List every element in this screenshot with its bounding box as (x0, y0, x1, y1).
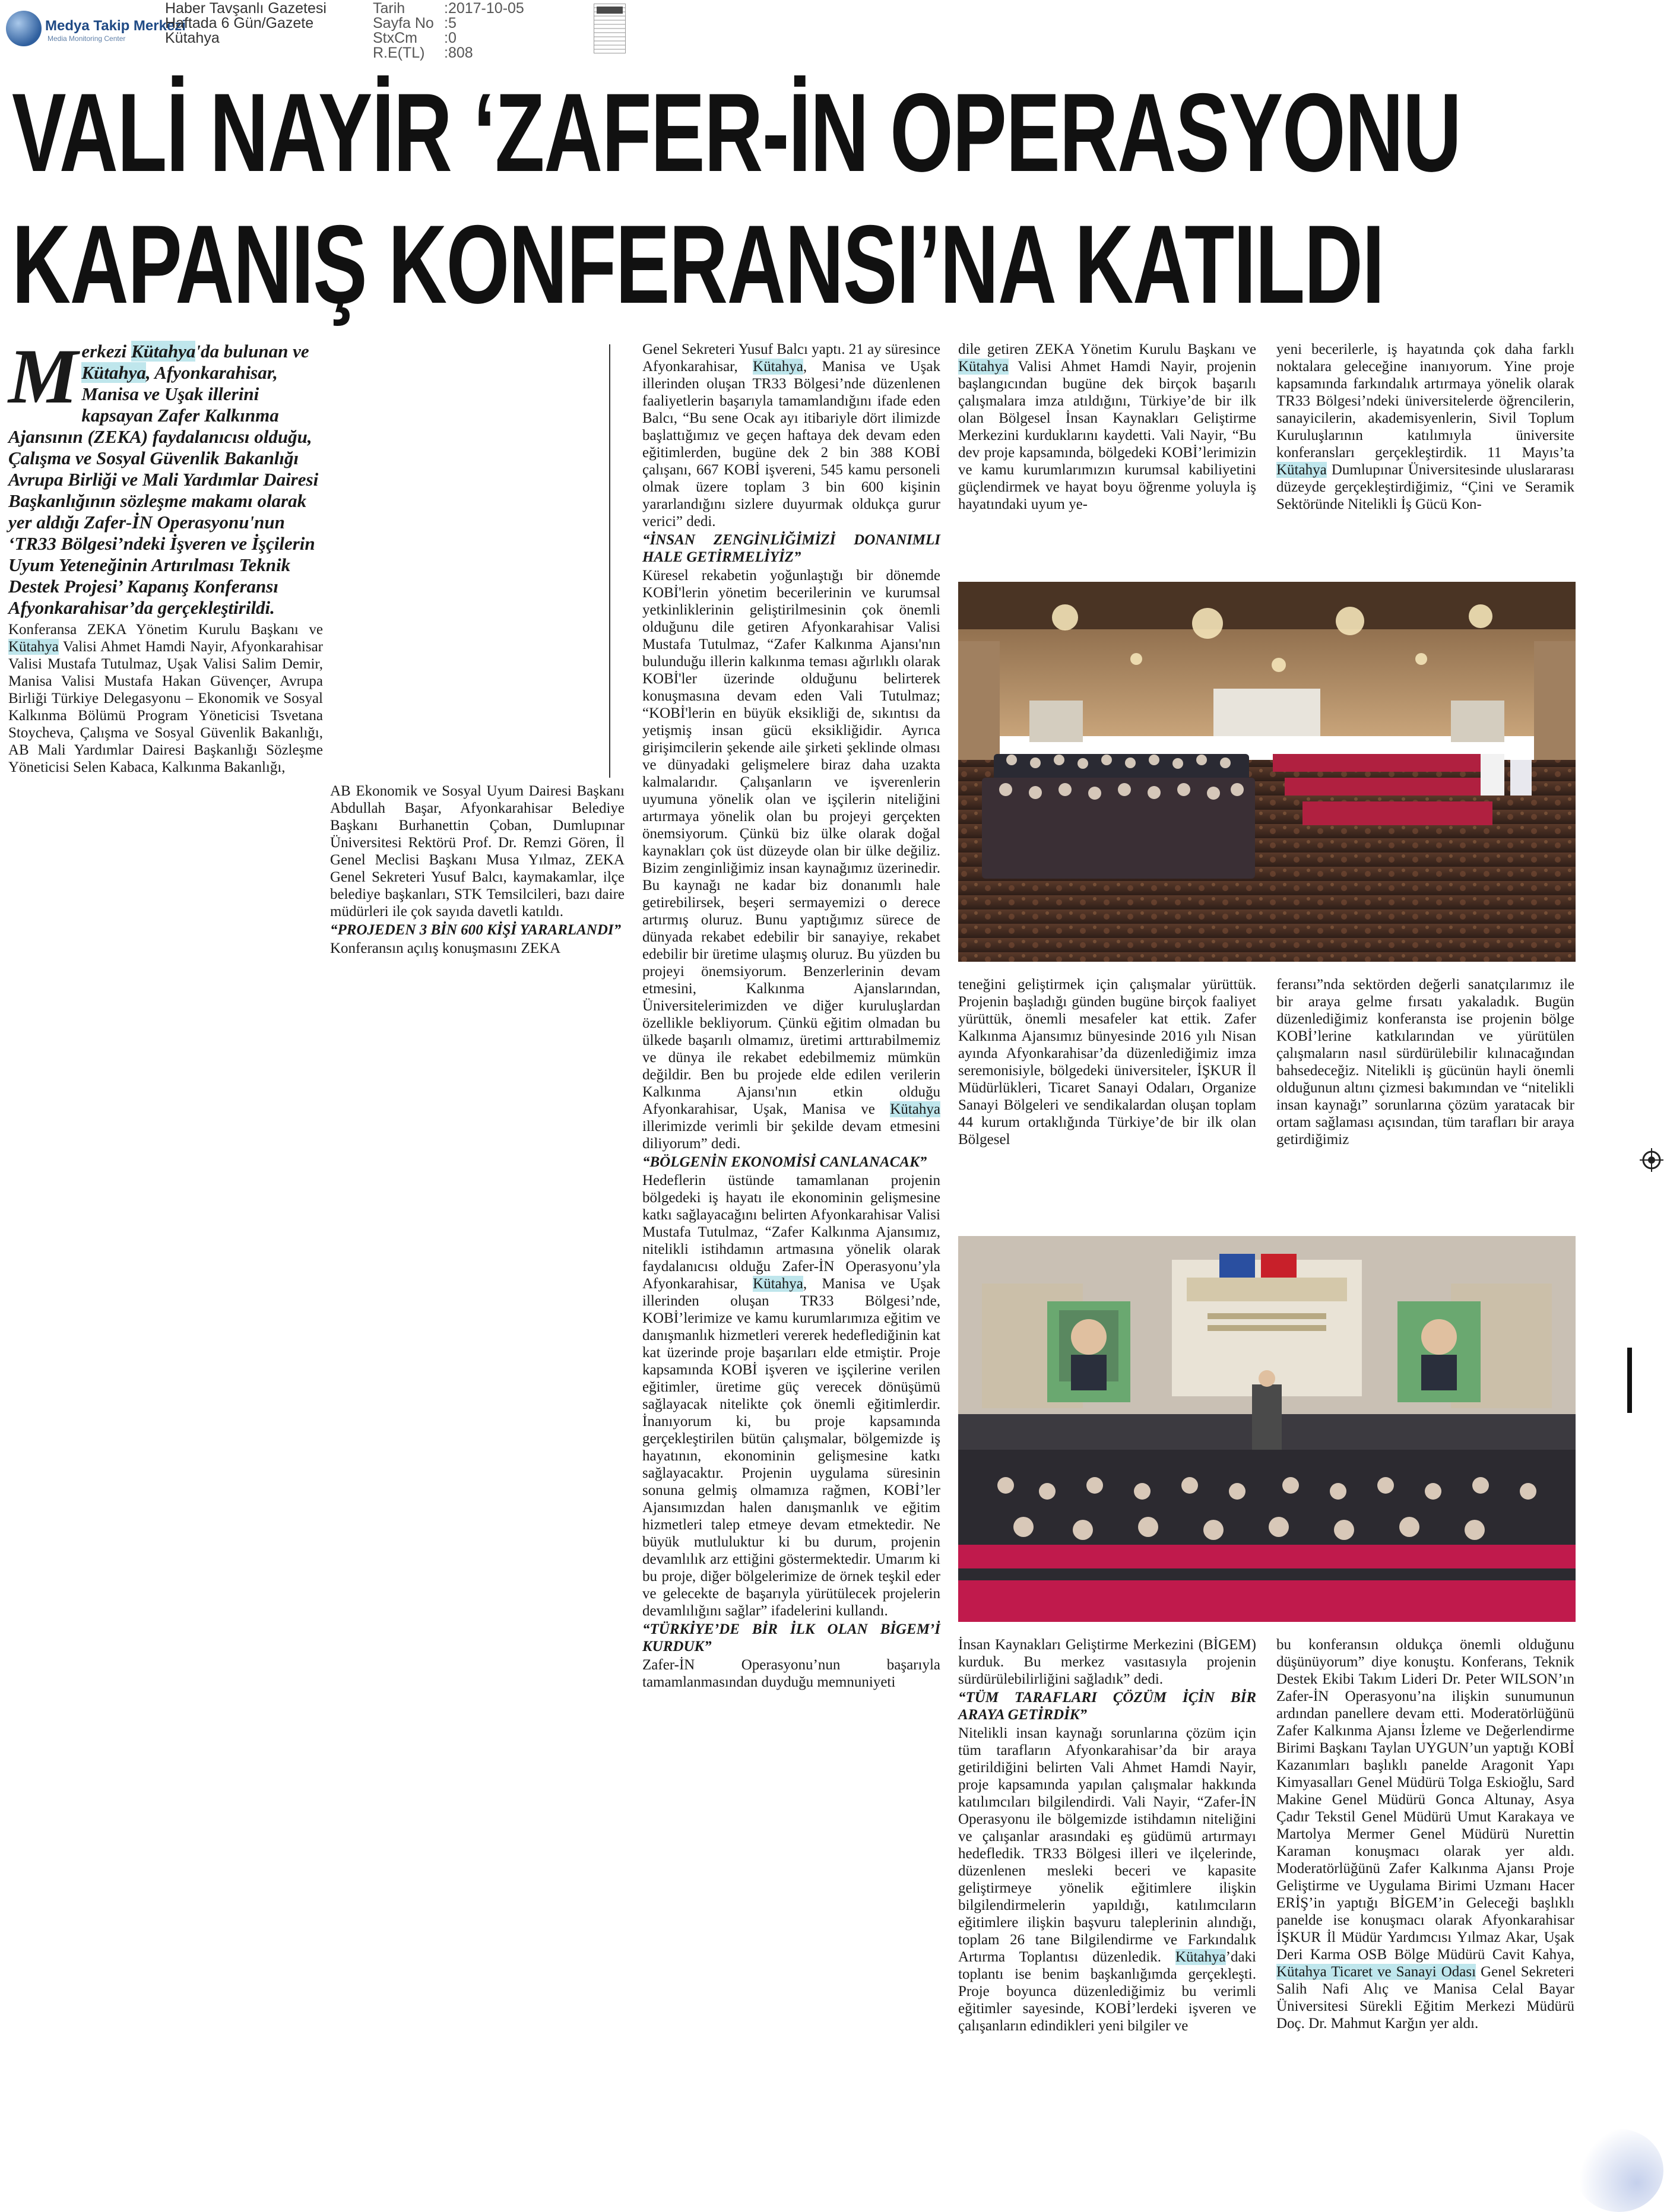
logo-name: Medya Takip Merkezi (45, 18, 186, 34)
subheading: “İNSAN ZENGİNLİĞİMİZİ DONANIMLI HALE GETİRMELİYİZ” (642, 532, 940, 565)
conference-stage-photo (958, 1236, 1576, 1622)
subheading: “TÜM TARAFLARI ÇÖZÜM İÇİN BİR ARAYA GETİRDİK” (958, 1690, 1256, 1723)
clipping-meta (373, 1, 524, 61)
column-3 (642, 341, 940, 1691)
column-1 (8, 332, 323, 776)
photo-placeholder-frame (331, 344, 610, 778)
body-paragraph: Hedeflerin üstünde tamamlanan projenin bölgedeki iş hayatı ile ekonominin gelişmesine katkı sağlayacağını belirten Afyonkarahisar Valisi Mustafa Tutulmaz, “Zafer Kalkınma Ajansımız, nitelikli istihdamın artmasına yönelik olarak faydalanıcısı olduğu Zafer-İN Operasyonu’yla Afyonkarahisar, Kütahya, Manisa ve Uşak illerinden oluşan TR33 Bölgesi’nde, KOBİ’lerimize ve kamu kurumlarımıza eğitim ve danışmanlık hizmetleri vererek hedeflediğinin kat kat üzerinde proje başarıları elde etmiştir. Proje kapsamında KOBİ işveren ve işçilerine verilen eğitimler, üretime güç verecek dönüşümü sağlayacak nitelikte çok önemli eğitimlerdir. İnanıyorum ki, bu proje kapsamında gerçekleştirilen bütün çalışmalar, bölgemizde iş hayatının, ekonominin gelişmesine katkı sağlayacaktır. Projenin uygulama süresinin sonuna gelmiş olmamıza rağmen, KOBİ’ler Ajansımızdan halen danışmanlık ve eğitim hizmetleri talep etmeye devam etmektedir. Ne büyük mutluluktur ki bu durum, projenin devamlılık arz ettiğini göstermektedir. Umarım ki bu proje, diğer bölgelerimize de örnek teşkil eder ve gelecekte de başarıyla yürütülecek projelerin devamlılığını sağlar” ifadelerini kullandı. (642, 1172, 940, 1619)
body-paragraph: AB Ekonomik ve Sosyal Uyum Dairesi Başkanı Abdullah Başar, Afyonkarahisar Belediye Başkanı Burhanettin Çoban, Dumlupınar Üniversitesi Rektörü Prof. Dr. Remzi Gören, İl Genel Meclisi Başkanı Musa Yılmaz, ZEKA Genel Sekreteri Yusuf Balcı, kaymakamlar, ilçe belediye başkanları, STK Temsilcileri, bazı daire müdürleri ile çok sayıda davetli katıldı. (330, 783, 625, 920)
meta-ad-value: R.E(TL) :808 (373, 45, 473, 61)
watermark-globe-icon (1574, 2129, 1663, 2212)
keyword-highlight: Kütahya (81, 362, 146, 383)
column-5-middle (1276, 976, 1574, 1148)
body-paragraph: feransı”nda sektörden değerli sanatçılarımız ile bir araya gelme fırsatı yakaladık. Bugün düzenlediğimiz konferansta ise projenin bölge KOBİ’lerine katkılarından ve yürütülen çalışmaların nasıl sürdürülebilir kılınacağından bahsedeceğiz. Nitelikli iş gücünün hayli önemli olduğunun altını çizmesi bakımından ve “nitelikli insan kaynağı” sorunlarına çözüm yaratacak bir ortam sağlaması açısından, tüm tarafları bir araya getirdiğimiz (1276, 977, 1574, 1148)
headline-line-2: KAPANIŞ KONFERANSI’NA KATILDI (12, 202, 1384, 327)
keyword-highlight: Kütahya Ticaret ve Sanayi Odası (1276, 1964, 1476, 1980)
keyword-highlight: Kütahya (890, 1101, 940, 1117)
body-paragraph: Konferansın açılış konuşmasını ZEKA (330, 940, 561, 956)
body-paragraph: yeni becerilerle, iş hayatında çok daha farklı noktalara geleceğine inanıyorum. Yine proje kapsamında farkındalık artırmaya yönelik olarak TR33 Bölgesi’ndeki üniversitelerde öğrencilerin, sanayicilerin, akademisyenlerin, Sivil Toplum Kuruluşlarının katılımıyla üniversite konferansları gerçekleştirdik. 11 Mayıs’ta Kütahya Dumlupınar Üniversitesinde uluslararası düzeyde gerçekleştirdiğimiz, “Çini ve Seramik Sektöründe Nitelikli İş Gücü Kon- (1276, 341, 1574, 512)
body-paragraph: dile getiren ZEKA Yönetim Kurulu Başkanı ve Kütahya Valisi Ahmet Hamdi Nayir, projenin başlangıcından bugüne dek birçok başarılı çalışmalara imza atıldığını, Türkiye’de bir ilk olan Bölgesel İnsan Kaynakları Geliştirme Merkezini kurduklarını kaydetti. Vali Nayir, “Bu dev proje kapsamında, bölgedeki KOBİ’lerimizin ve kamu kurumlarımızın kurumsal kabiliyetini güçlendirmek ve hayat boyu öğrenme yoluyla iş hayatındaki uyum ye- (958, 341, 1256, 512)
body-paragraph: bu konferansın oldukça önemli olduğunu düşünüyorum” diye konuştu. Konferans, Teknik Destek Ekibi Takım Lideri Dr. Peter WILSON’ın Zafer-İN Operasyonu’na ilişkin sunumunun ardından panellere devam etti. Moderatörlüğünü Zafer Kalkınma Ajansı İzleme ve Değerlendirme Birimi Başkanı Taylan UYGUN’un yaptığı KOBİ Kazanımları başlıklı panelde Aragonit Yapı Kimyasalları Genel Müdürü Tolga Eskioğlu, Sard Makine Genel Müdürü Gonca Altunay, Asya Çadır Tekstil Genel Müdürü Umut Karakaya ve Martolya Mermer Genel Müdürü Nurettin Karaman konuşmacı olarak yer aldı. Moderatörlüğünü Zafer Kalkınma Ajansı Proje Geliştirme ve Uygulama Birimi Uzmanı Hacer ERİŞ’in yaptığı BİGEM’in Geleceği başlıklı panelde ise konuşmacı olarak Afyonkarahisar İŞKUR İl Müdür Yardımcısı Yılmaz Akar, Uşak Deri Karma OSB Bölge Müdürü Cavit Kahya, Kütahya Ticaret ve Sanayi Odası Genel Sekreteri Salih Nafi Alıç ve Manisa Celal Bayar Üniversitesi Sürekli Eğitim Merkezi Müdürü Doç. Dr. Mahmut Karğın yer aldı. (1276, 1637, 1574, 2032)
column-4-top (958, 341, 1256, 513)
body-paragraph: Konferansa ZEKA Yönetim Kurulu Başkanı ve Kütahya Valisi Ahmet Hamdi Nayir, Afyonkarahisar Valisi Mustafa Tutulmaz, Uşak Valisi Salim Demir, Manisa Valisi Mustafa Hakan Güvençer, Avrupa Birliği Türkiye Delegasyonu – Ekonomik ve Sosyal Kalkınma Bölümü Program Yöneticisi Tsvetana Stoycheva, Çalışma ve Sosyal Güvenlik Bakanlığı, AB Mali Yardımlar Dairesi Başkanlığı Sözleşme Yöneticisi Selen Kabaca, Kalkınma Bakanlığı, (8, 622, 323, 775)
source-city: Kütahya (165, 30, 220, 46)
body-paragraph: İnsan Kaynakları Geliştirme Merkezini (BİGEM) kurduk. Bu merkez vasıtasıyla projenin sürdürülebilirliğini sağladık” dedi. (958, 1637, 1256, 1687)
drop-cap: M (8, 332, 78, 420)
keyword-highlight: Kütahya (1175, 1949, 1226, 1965)
column-5-top (1276, 341, 1574, 513)
keyword-highlight: Kütahya (958, 359, 1009, 375)
meta-date: Tarih :2017-10-05 (373, 0, 524, 17)
column-5-bottom (1276, 1636, 1574, 2032)
medya-takip-logo (6, 6, 186, 47)
subheading: “BÖLGENİN EKONOMİSİ CANLANACAK” (642, 1154, 927, 1170)
source-newspaper: Haber Tavşanlı Gazetesi (165, 0, 327, 17)
keyword-highlight: Kütahya (1276, 462, 1327, 478)
source-info (165, 1, 327, 46)
logo-subtitle: Media Monitoring Center (47, 34, 126, 43)
body-paragraph: Genel Sekreteri Yusuf Balcı yaptı. 21 ay süresince Afyonkarahisar, Kütahya, Manisa ve Uşak illerinden oluşan TR33 Bölgesi’nde düzenlenen faaliyetlerin başarıyla tamamlandığını ifade eden Balcı, “Bu sene Ocak ayı itibariyle dört ilimizde başlattığımız ve geçen haftaya dek devam eden eğitimlerden, bugüne dek 2 bin 388 KOBİ çalışanı, 667 KOBİ işvereni, 545 kamu personeli olmak üzere toplam 3 bin 600 kişinin yararlandığını sizlere duyurmak oldukça gurur verici” dedi. (642, 341, 940, 530)
registration-mark-icon (1640, 1148, 1663, 1172)
body-paragraph: Küresel rekabetin yoğunlaştığı bir dönemde KOBİ'lerin yönetim becerilerinin ve kurumsal yetkinliklerinin geliştirilmesinin çok önemli olduğunu dile getiren Afyonkarahisar Valisi Mustafa Tutulmaz, “Zafer Kalkınma Ajansı'nın bulunduğu illerin kalkınma teması ağırlıklı olarak KOBİ'ler üzerinde olduğunu belirterek konuşmasına devam eden Vali Tutulmaz; “KOBİ'lerin en büyük eksikliği de, sıkıntısı da yetişmiş insan gücü eksikliğidir. Ayrıca girişimcilerin şekende aile şirketi şeklinde olması ve dünyadaki gelişmelere biraz daha uzakta kalmalarıdır. Çalışanların ve işverenlerin uyumuna yönelik olan ve işçilerin niteliğini artırmaya yönelik olan bu projeyi gerçekten önemsiyorum. Çünkü biz ülke olarak doğal kaynakları çok üst düzeyde olan bir ülke değiliz. Bizim zenginliğimiz insan kaynağımız üzerinedir. Bu kaynağı ne kadar biz donanımlı hale getirebilirsek, beşeri sermayemizi o derece artırmış oluruz. Bunu yaptığımız sürece de dünyada rekabet edebilir bir sanayiye, rekabet edebilir bir üretime ulaşmış oluruz. Bu yüzden bu projeyi önemsiyorum. Benzerlerinin devam etmesini, Kalkınma Ajanslarından, Üniversitelerimizden ve diğer kuruluşlardan özellikle bekliyorum. Çünkü eğitim olmadan bu ülkede başarılı olmamız, üretimi arttırabilmemiz ve dünya ile rekabet edebilmemiz mümkün değildir. Ben bu projede elde edilen verilerin Kalkınma Ajansı'nın etkin olduğu Afyonkarahisar, Uşak, Manisa ve Kütahya illerimizde verimli bir şekilde devam etmesini diliyorum” dedi. (642, 568, 940, 1152)
meta-stxcm: StxCm :0 (373, 30, 457, 46)
body-paragraph: teneğini geliştirmek için çalışmalar yürüttük. Projenin başladığı günden bugüne birçok faaliyet yürüttük, önemli mesafeler kat ettik. Zafer Kalkınma Ajansımız bünyesinde 2016 yılı Nisan ayında Afyonkarahisar’da düzenlediğimiz imza seremonisiyle, bölgedeki üniversiteler, İŞKUR İl Müdürlükleri, Ticaret Sanayi Odaları, Organize Sanayi Bölgeleri ve sendikalardan oluşan toplam 44 kurum ortaklığında Türkiye’de bir ilk olan Bölgesel (958, 977, 1256, 1148)
keyword-highlight: Kütahya (753, 359, 803, 375)
page-thumbnail[interactable] (594, 4, 626, 53)
conference-hall-photo (958, 582, 1576, 962)
headline (12, 66, 1461, 330)
keyword-highlight: Kütahya (753, 1276, 803, 1292)
globe-icon (6, 11, 42, 46)
lead-paragraph: Merkezi Kütahya'da bulunan ve Kütahya, Afyonkarahisar, Manisa ve Uşak illerini kapsayan Zafer Kalkınma Ajansının (ZEKA) faydalanıcısı olduğu, Çalışma ve Sosyal Güvenlik Bakanlığı Avrupa Birliği ve Mali Yardımlar Dairesi Başkanlığının sözleşme makamı olarak yer aldığı Zafer-İN Operasyonu'nun ‘TR33 Bölgesi’ndeki İşveren ve İşçilerin Uyum Yeteneğinin Artırılması Teknik Destek Projesi’ Kapanış Konferansı Afyonkarahisar’da gerçekleştirildi. (8, 332, 319, 618)
meta-page: Sayfa No :5 (373, 15, 457, 31)
body-paragraph: Nitelikli insan kaynağı sorunlarına çözüm için tüm tarafların Afyonkarahisar’da bir araya getirildiğini belirten Vali Ahmet Hamdi Nayir, proje kapsamında yapılan çalışmalar hakkında katılımcıları bilgilendirdi. Vali Nayir, “Zafer-İN Operasyonu ile bölgemizde istihdamın niteliğini ve çalışanlar arasındaki eş güdümü artırmayı hedefledik. TR33 Bölgesi illeri ve ilçelerinde, düzenlenen mesleki beceri ve kapasite geliştirmeye yönelik eğitimlere ilişkin bilgilendirmelerin yapıldığı, katılımcıların eğitimlere ilişkin başvuru taleplerinin alındığı, toplam 26 tane Bilgilendirme ve Farkındalık Artırma Toplantısı düzenledik. Kütahya’daki toplantı ise benim başkanlığımda gerçekleşti. Proje boyunca düzenlediğimiz bu verimli eğitimler sayesinde, KOBİ’lerdeki işveren ve çalışanların edindikleri yeni bilgiler ve (958, 1725, 1256, 2034)
subheading: “PROJEDEN 3 BİN 600 KİŞİ YARARLANDI” (330, 922, 622, 938)
column-2 (330, 782, 625, 957)
keyword-highlight: Kütahya (8, 639, 59, 655)
page-edge-mark (1627, 1348, 1632, 1413)
keyword-highlight: Kütahya (131, 341, 196, 362)
subheading: “TÜRKİYE’DE BİR İLK OLAN BİGEM’İ KURDUK” (642, 1621, 940, 1655)
column-4-middle (958, 976, 1256, 1148)
headline-line-1: VALİ NAYİR ‘ZAFER-İN OPERASYONU (12, 70, 1461, 195)
body-paragraph: Zafer-İN Operasyonu’nun başarıyla tamamlanmasından duyduğu memnuniyeti (642, 1657, 940, 1690)
source-frequency: Haftada 6 Gün/Gazete (165, 15, 314, 31)
column-4-bottom (958, 1636, 1256, 2034)
